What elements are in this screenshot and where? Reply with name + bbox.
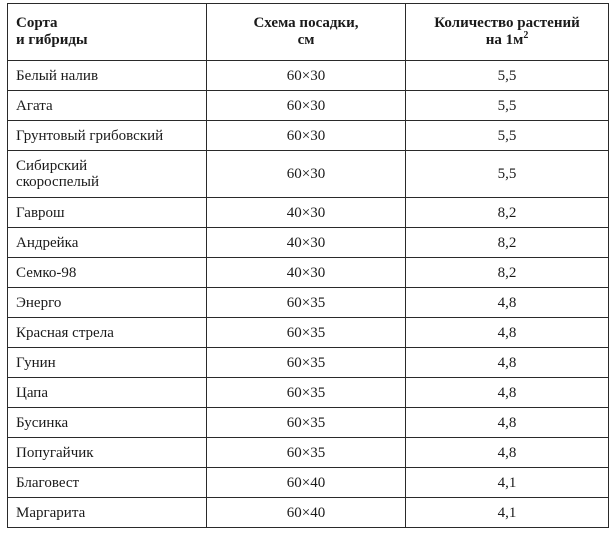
table-row: [8, 91, 609, 121]
cell-count: 4,8: [406, 318, 609, 348]
cell-scheme: 60×35: [207, 288, 406, 318]
cell-count: 4,1: [406, 468, 609, 498]
header-scheme: [207, 4, 406, 61]
cell-variety: Андрейка: [8, 228, 207, 258]
table-row: [8, 228, 609, 258]
table-row: [8, 348, 609, 378]
cell-scheme: 60×30: [207, 61, 406, 91]
cell-scheme: 60×35: [207, 408, 406, 438]
header-count-line2: на 1м: [485, 32, 524, 48]
table-row: [8, 438, 609, 468]
cell-variety-line2: скороспелый: [16, 174, 99, 190]
cell-scheme: 60×35: [207, 438, 406, 468]
cell-count: 5,5: [406, 61, 609, 91]
table-row: [8, 318, 609, 348]
table-header-row: [8, 4, 609, 61]
table-row: [8, 468, 609, 498]
table-row: [8, 61, 609, 91]
cell-variety: Цапа: [8, 378, 207, 408]
cell-variety: Попугайчик: [8, 438, 207, 468]
cell-scheme: 60×35: [207, 348, 406, 378]
table-row: [8, 198, 609, 228]
cell-scheme: 40×30: [207, 258, 406, 288]
cell-count: 4,8: [406, 408, 609, 438]
cell-count: 4,8: [406, 348, 609, 378]
cell-variety: Энерго: [8, 288, 207, 318]
cell-variety: Семко-98: [8, 258, 207, 288]
table-row: [8, 498, 609, 528]
header-count: [406, 4, 609, 61]
header-scheme-line2: см: [297, 32, 315, 48]
cell-variety-line1: Сибирский: [16, 158, 88, 174]
cell-count: 4,8: [406, 378, 609, 408]
header-count-line2-wrap: [414, 32, 600, 49]
cell-count: 4,8: [406, 438, 609, 468]
cell-scheme: 40×30: [207, 198, 406, 228]
header-variety-line1: Сорта: [16, 15, 58, 31]
cell-scheme: 60×30: [207, 121, 406, 151]
cell-variety: Маргарита: [8, 498, 207, 528]
table-row: [8, 378, 609, 408]
cell-count: 8,2: [406, 258, 609, 288]
header-variety-line2: и гибриды: [16, 32, 88, 48]
cell-variety: [8, 151, 207, 198]
table-row: [8, 121, 609, 151]
cell-variety: Красная стрела: [8, 318, 207, 348]
cell-scheme: 60×35: [207, 378, 406, 408]
cell-count: 4,8: [406, 288, 609, 318]
cell-variety: Агата: [8, 91, 207, 121]
cell-scheme: 60×35: [207, 318, 406, 348]
cell-count: 8,2: [406, 228, 609, 258]
cell-count: 8,2: [406, 198, 609, 228]
table-row: [8, 288, 609, 318]
cell-scheme: 60×40: [207, 468, 406, 498]
cell-variety: Белый налив: [8, 61, 207, 91]
cell-count: 5,5: [406, 121, 609, 151]
header-scheme-line1: Схема посадки,: [253, 15, 359, 31]
cell-count: 4,1: [406, 498, 609, 528]
table-row: [8, 408, 609, 438]
cell-count: 5,5: [406, 91, 609, 121]
header-count-line1: Количество растений: [434, 15, 580, 31]
cell-variety: Грунтовый грибовский: [8, 121, 207, 151]
cell-scheme: 60×40: [207, 498, 406, 528]
cell-variety: Бусинка: [8, 408, 207, 438]
header-count-superscript: 2: [523, 30, 529, 41]
cell-variety: Гунин: [8, 348, 207, 378]
cell-variety: Гаврош: [8, 198, 207, 228]
table-row: [8, 258, 609, 288]
table-row: [8, 151, 609, 198]
cell-scheme: 40×30: [207, 228, 406, 258]
cell-variety: Благовест: [8, 468, 207, 498]
header-variety: [8, 4, 207, 61]
cell-scheme: 60×30: [207, 151, 406, 198]
cell-scheme: 60×30: [207, 91, 406, 121]
cell-count: 5,5: [406, 151, 609, 198]
planting-scheme-table: [7, 3, 609, 528]
